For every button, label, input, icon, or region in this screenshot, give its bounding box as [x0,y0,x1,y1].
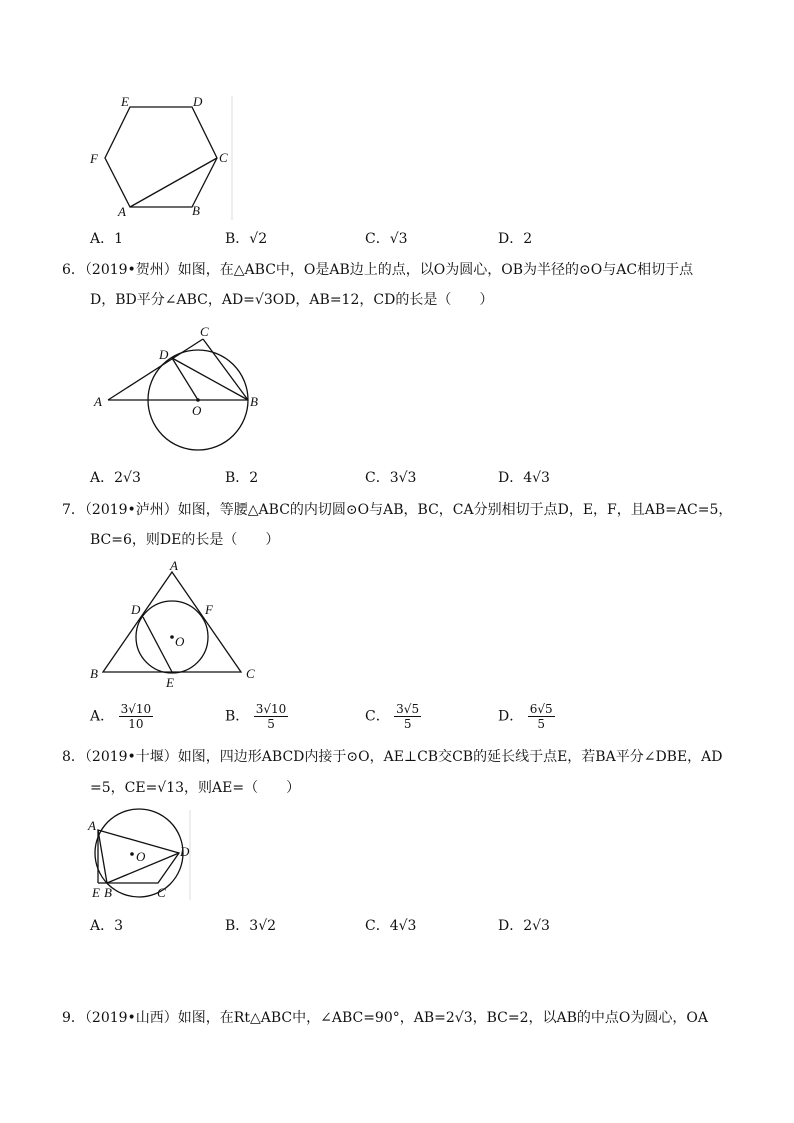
label-d: D [180,844,190,859]
hexagon-figure [80,88,240,223]
center-o-dot [170,635,174,639]
q8-option-c: C．4√3 [365,918,417,934]
label-b: B [192,203,200,218]
label-c: C [157,885,166,900]
line-db [172,358,248,400]
line-cb [203,339,248,400]
label-d: D [193,94,203,109]
label-a: A [118,204,126,219]
q8-option-b: B．3√2 [225,918,277,934]
denominator: 5 [537,717,545,731]
label-b: B [104,885,112,900]
q8-option-d: D．2√3 [498,918,550,934]
q6-option-b: B．2 [225,470,259,486]
fraction [119,702,154,731]
label-a: A [88,818,96,833]
label-a: A [94,394,102,409]
line-od [172,358,198,400]
denominator: 10 [128,717,144,731]
q5-option-d: D．2 [498,231,533,247]
q6-option-a: A．2√3 [90,470,141,486]
label-d: D [159,347,169,362]
q9-text-line1: 9．（2019•山西）如图，在Rt△ABC中，∠ABC=90°，AB=2√3，BC=2，以AB的中点O为圆心，OA [62,1010,708,1026]
numerator: 6√5 [529,702,553,716]
q7-option-b [225,702,288,731]
q6-figure [88,318,268,458]
label-c: C [246,666,255,681]
label-e: E [92,885,100,900]
option-letter: C． [365,708,390,725]
numerator: 3√10 [120,702,152,716]
label-f: F [90,151,98,166]
option-letter: D． [498,708,524,725]
label-c: C [219,150,228,165]
denominator: 5 [403,717,412,731]
label-a: A [170,560,178,573]
q8-figure [85,808,200,903]
triangle-abc [103,572,241,672]
q6-option-d: D．4√3 [498,470,550,486]
center-o-dot [130,852,134,856]
label-e: E [166,675,174,690]
option-letter: A． [90,708,115,725]
label-c: C [200,324,209,339]
hexagon [105,107,217,207]
denominator: 5 [267,717,275,731]
option-letter: B． [225,708,250,725]
q6-text-line1: 6．（2019•贺州）如图，在△ABC中，O是AB边上的点，以O为圆心，OB为半径的⊙O与AC相切于点 [62,262,694,278]
label-d: D [131,602,141,617]
q6-text-line2: D，BD平分∠ABC，AD=√3OD，AB=12，CD的长是（ ） [90,292,494,308]
fraction [528,702,555,731]
fraction [394,702,421,731]
label-b: B [90,666,98,681]
label-o: O [175,634,185,649]
line-ac [108,339,203,400]
q5-option-c: C．√3 [365,231,408,247]
q5-option-a: A．1 [90,231,124,247]
q7-option-d [498,702,555,731]
q7-text-line1: 7．（2019•泸州）如图，等腰△ABC的内切圆⊙O与AB，BC，CA分别相切于点D，E，F，且AB=AC=5， [62,502,733,518]
q7-figure [88,560,268,695]
numerator: 3√5 [396,702,420,716]
fraction [254,702,289,731]
label-b: B [250,394,258,409]
q6-option-c: C．3√3 [365,470,417,486]
label-o: O [136,849,146,864]
label-e: E [121,94,129,109]
q7-text-line2: BC=6，则DE的长是（ ） [90,532,280,548]
q8-text-line2: =5，CE=√13，则AE=（ ） [90,780,301,796]
label-o: O [192,403,202,418]
q7-option-a [90,702,153,731]
q7-option-c [365,702,421,731]
label-f: F [205,602,213,617]
numerator: 3√10 [255,702,287,716]
q5-option-b: B．√2 [225,231,268,247]
q8-text-line1: 8．（2019•十堰）如图，四边形ABCD内接于⊙O，AE⊥CB交CB的延长线于点E，若BA平分∠DBE，AD [62,749,723,765]
center-o-dot [196,398,200,402]
q8-option-a: A．3 [90,918,124,934]
